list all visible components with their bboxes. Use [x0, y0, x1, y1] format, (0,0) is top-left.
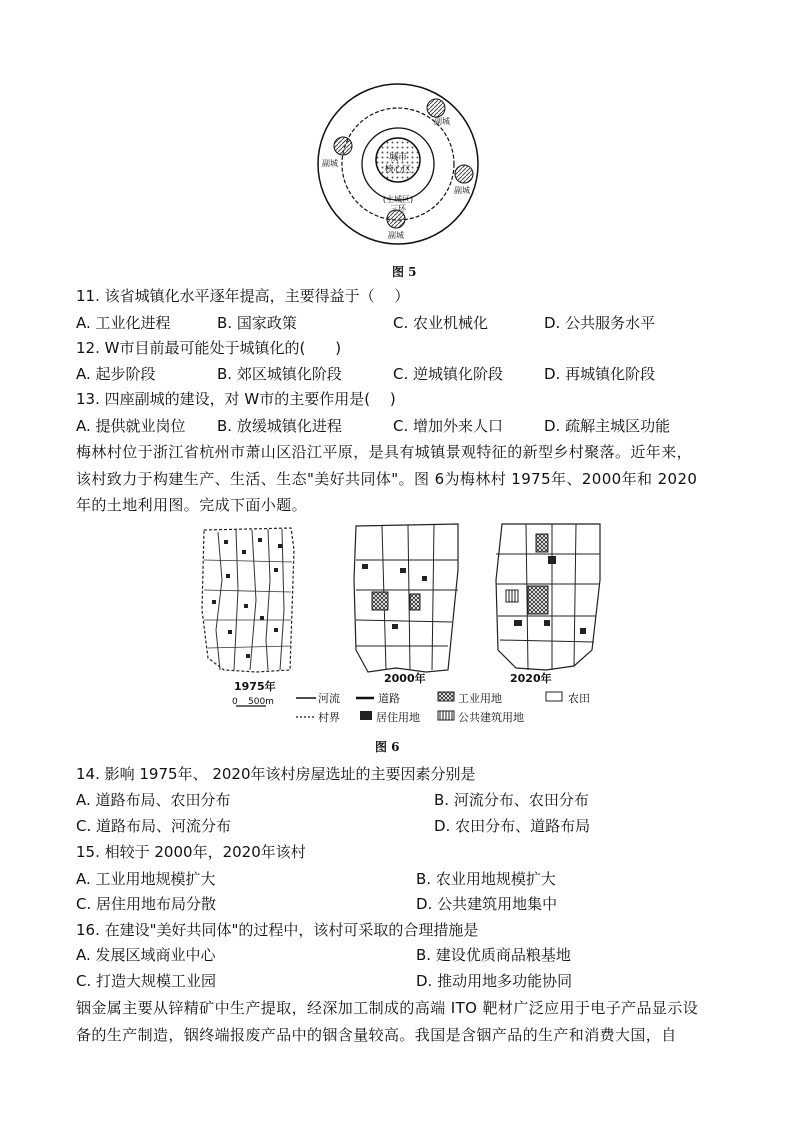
- intro-paragraph-line-3: 年的土地利用图。完成下面小题。: [76, 496, 308, 514]
- legend-farmland-symbol: [546, 692, 562, 701]
- satellite-label-ne: 副城: [434, 117, 450, 126]
- legend-public-building-symbol: [438, 711, 454, 720]
- satellite-city-ne: [427, 99, 445, 117]
- question-15-option-d: D. 公共建筑用地集中: [416, 895, 558, 913]
- closing-paragraph-line-2: 备的生产制造，铟终端报废产品中的铟含量较高。我国是含铟产品的生产和消费大国，自: [76, 1026, 677, 1044]
- question-14-stem: 14. 影响 1975年、 2020年该村房屋选址的主要因素分别是: [76, 765, 476, 783]
- legend-road: 道路: [378, 692, 400, 705]
- map-1975: [202, 528, 294, 672]
- figure-5-diagram: [310, 80, 485, 248]
- year-label-1975: 1975年: [234, 680, 276, 693]
- ring-label: 三环: [390, 204, 406, 213]
- question-16-stem: 16. 在建设"美好共同体"的过程中，该村可采取的合理措施是: [76, 921, 479, 939]
- legend-industrial-symbol: [438, 692, 454, 701]
- map-2020: [496, 524, 600, 670]
- question-12-option-d: D. 再城镇化阶段: [544, 365, 656, 383]
- question-11-option-c: C. 农业机械化: [393, 314, 489, 332]
- question-14-option-c: C. 道路布局、河流分布: [76, 817, 232, 835]
- question-16-option-c: C. 打造大规模工业园: [76, 972, 217, 990]
- question-12-stem: 12. W市目前最可能处于城镇化的( ): [76, 339, 342, 357]
- question-13-option-d: D. 疏解主城区功能: [544, 417, 671, 435]
- question-14-option-b: B. 河流分布、农田分布: [434, 791, 589, 809]
- satellite-city-w: [334, 137, 352, 155]
- question-15-option-b: B. 农业用地规模扩大: [416, 870, 556, 888]
- question-16-option-a: A. 发展区域商业中心: [76, 946, 216, 964]
- map-2000: [354, 524, 458, 672]
- question-12-option-b: B. 郊区城镇化阶段: [217, 365, 342, 383]
- figure-6-land-use-maps: [196, 520, 616, 730]
- legend-residential: 居住用地: [376, 711, 420, 724]
- legend-village-boundary: 村界: [318, 711, 340, 724]
- figure-5-caption: 图 5: [392, 265, 417, 279]
- intro-paragraph-line-1: 梅林村位于浙江省杭州市萧山区沿江平原，是具有城镇景观特征的新型乡村聚落。近年来，: [76, 443, 693, 461]
- question-15-option-c: C. 居住用地布局分散: [76, 895, 217, 913]
- satellite-label-w: 副城: [322, 159, 338, 168]
- year-label-2020: 2020年: [510, 672, 552, 685]
- legend-public-building: 公共建筑用地: [458, 711, 524, 724]
- legend-river: 河流: [318, 692, 340, 705]
- closing-paragraph-line-1: 铟金属主要从锌精矿中生产提取，经深加工制成的高端 ITO 靶材广泛应用于电子产品显示设: [76, 999, 699, 1017]
- satellite-city-e: [455, 165, 473, 183]
- question-16-option-b: B. 建设优质商品粮基地: [416, 946, 571, 964]
- question-11-option-d: D. 公共服务水平: [544, 314, 656, 332]
- question-15-stem: 15. 相较于 2000年，2020年该村: [76, 843, 306, 861]
- main-district-label: (主城区): [382, 195, 414, 204]
- question-13-option-c: C. 增加外来人口: [393, 417, 504, 435]
- question-12-option-a: A. 起步阶段: [76, 365, 156, 383]
- question-14-option-a: A. 道路布局、农田分布: [76, 791, 231, 809]
- intro-paragraph-line-2: 该村致力于构建生产、生活、生态"美好共同体"。图 6为梅林村 1975年、2000年和 2020: [76, 470, 698, 488]
- question-14-option-d: D. 农田分布、道路布局: [434, 817, 591, 835]
- scale-label: 500m: [248, 697, 274, 707]
- question-11-option-a: A. 工业化进程: [76, 314, 171, 332]
- legend-farmland: 农田: [568, 692, 590, 705]
- question-11-option-b: B. 国家政策: [217, 314, 297, 332]
- legend-industrial: 工业用地: [458, 692, 502, 705]
- question-16-option-d: D. 推动用地多功能协同: [416, 972, 573, 990]
- question-13-option-b: B. 放缓城镇化进程: [217, 417, 342, 435]
- question-12-option-c: C. 逆城镇化阶段: [393, 365, 504, 383]
- satellite-label-s: 副城: [388, 231, 404, 240]
- question-11-stem: 11. 该省城镇化水平逐年提高，主要得益于（ ）: [76, 287, 410, 305]
- question-13-stem: 13. 四座副城的建设，对 W市的主要作用是( ): [76, 390, 396, 408]
- year-label-2000: 2000年: [384, 672, 426, 685]
- core-label-2: 核心区: [384, 165, 412, 175]
- question-15-option-a: A. 工业用地规模扩大: [76, 870, 216, 888]
- question-13-option-a: A. 提供就业岗位: [76, 417, 186, 435]
- legend-residential-symbol: [360, 711, 372, 720]
- satellite-label-e: 副城: [454, 186, 470, 195]
- scale-zero: 0: [232, 697, 238, 707]
- core-label-1: 城市: [388, 153, 408, 163]
- figure-6-caption: 图 6: [375, 740, 400, 754]
